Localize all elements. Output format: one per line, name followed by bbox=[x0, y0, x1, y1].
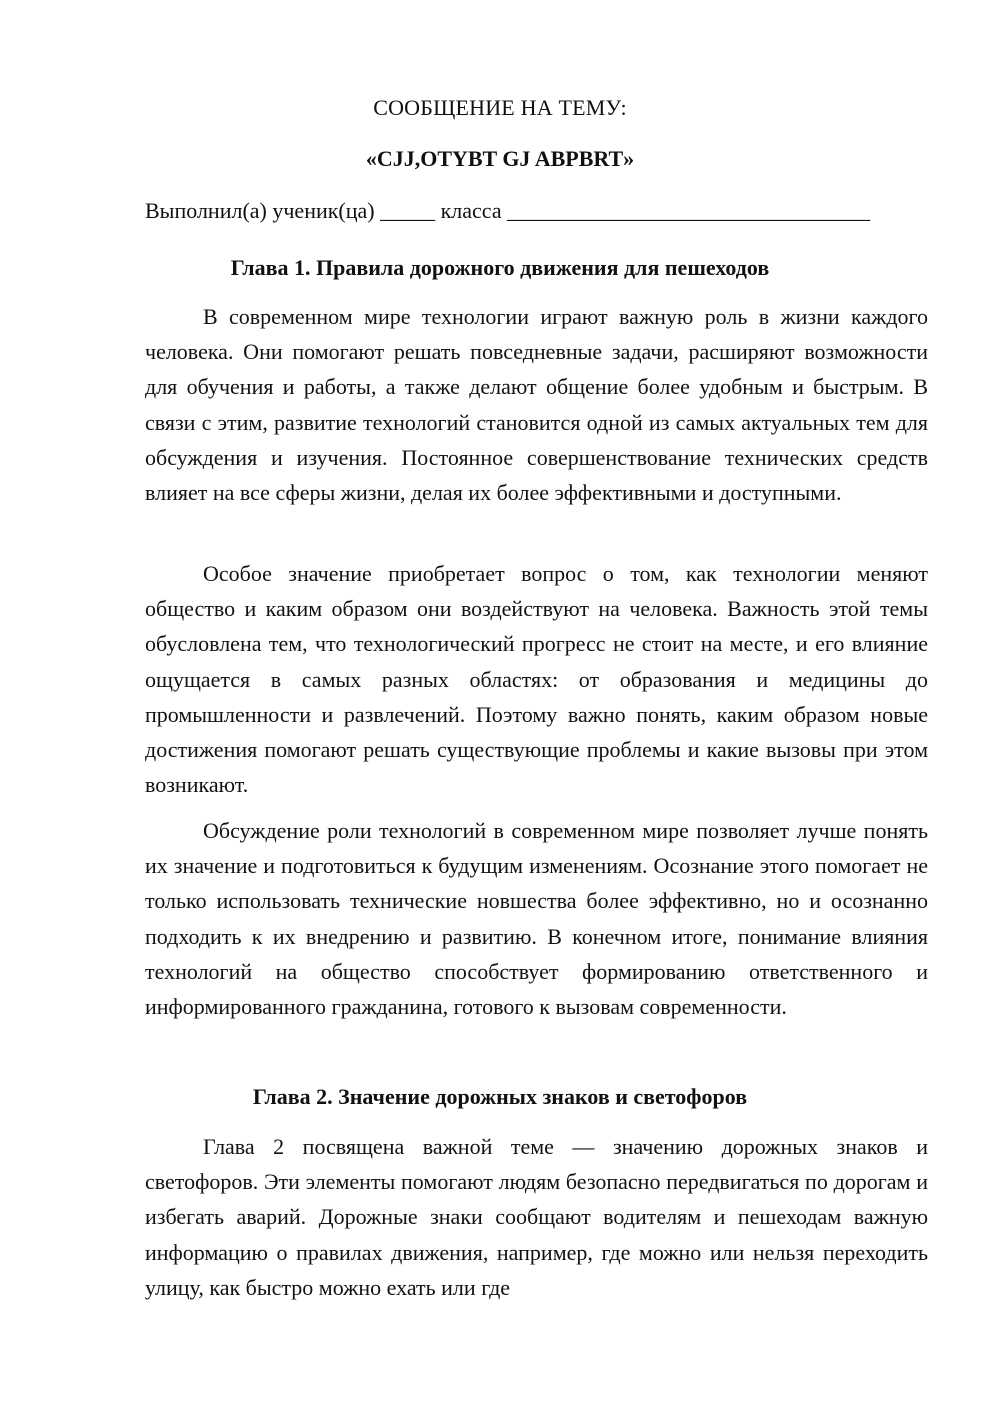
document-type-heading: СООБЩЕНИЕ НА ТЕМУ: bbox=[373, 95, 627, 120]
chapter-2-paragraph-1: Глава 2 посвящена важной теме — значению дорожных знаков и светофоров. Эти элементы помогают людям безопасно передвигаться по дорогам и избегать аварий. Дорожные знаки сообщают водителям и пешеходам важную информацию о правилах движения, например, где можно или нельзя переходить улицу, как быстро можно ехать или где bbox=[145, 1134, 928, 1300]
chapter-1-title: Глава 1. Правила дорожного движения для пешеходов bbox=[230, 255, 770, 280]
chapter-1-paragraph-1: В современном мире технологии играют важную роль в жизни каждого человека. Они помогают решать повседневные задачи, расширяют возможности для обучения и работы, а также делают общение более удобным и быстрым. В связи с этим, развитие технологий становится одной из самых актуальных тем для обсуждения и изучения. Постоянное совершенствование технических средств влияет на все сферы жизни, делая их более эффективными и доступными. bbox=[145, 304, 928, 506]
chapter-1-paragraph-3: Обсуждение роли технологий в современном мире позволяет лучше понять их значение и подготовиться к будущим изменениям. Осознание этого помогает не только использовать технические новшества более эффективно, но и осознанно подходить к их внедрению и развитию. В конечном итоге, понимание влияния технологий на общество способствует формированию ответственного и информированного гражданина, готового к вызовам современности. bbox=[145, 818, 928, 1020]
chapter-2-title: Глава 2. Значение дорожных знаков и светофоров bbox=[252, 1084, 748, 1109]
document-topic-title: «CJJ,OTYBT GJ ABPBRT» bbox=[365, 146, 635, 171]
author-line: Выполнил(а) ученик(ца) _____ класса _________________________________ bbox=[145, 198, 871, 223]
chapter-1-paragraph-2: Особое значение приобретает вопрос о том, как технологии меняют общество и каким образом они воздействуют на человека. Важность этой темы обусловлена тем, что технологический прогресс не стоит на месте, и его влияние ощущается в самых разных областях: от образования и медицины до промышленности и развлечений. Поэтому важно понять, каким образом новые достижения помогают решать существующие проблемы и какие вызовы при этом возникают. bbox=[145, 561, 928, 798]
